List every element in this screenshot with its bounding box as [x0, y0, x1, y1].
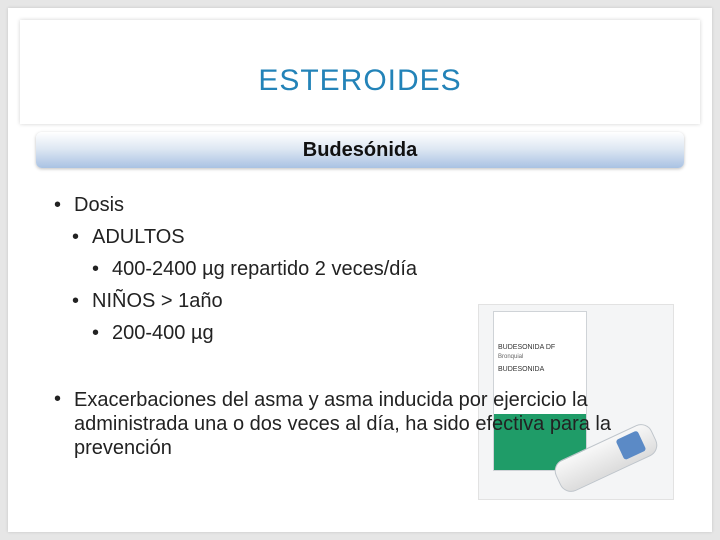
bullet-adultos	[72, 226, 185, 249]
bullet-text: Dosis	[74, 194, 125, 216]
bullet-exacerbaciones: Exacerbaciones del asma y asma inducida por ejercicio la administrada una o dos veces al día, ha sido efectiva para la prevención	[74, 389, 611, 459]
bullet-mark: •	[72, 226, 80, 248]
bullet-dosis	[54, 194, 124, 217]
content-area	[8, 8, 712, 532]
bullet-ninos	[72, 290, 223, 313]
bullet-mark: •	[92, 258, 100, 280]
bullet-exacerbaciones-mark-wrap	[54, 388, 74, 411]
bullet-text: 400-2400 µg repartido 2 veces/día	[112, 258, 418, 280]
slide-title: ESTEROIDES	[258, 64, 462, 97]
slide	[8, 8, 712, 532]
box-label: BUDESONIDA DF	[498, 344, 556, 351]
box-sublabel: Bronquial	[498, 354, 524, 360]
bullet-mark: •	[54, 388, 62, 410]
bullet-adult-dose	[92, 258, 417, 281]
bullet-mark: •	[92, 322, 100, 344]
bullet-mark: •	[72, 290, 80, 312]
bullet-text: NIÑOS > 1año	[92, 290, 223, 312]
bullet-text: 200-400 µg	[112, 322, 214, 344]
bullet-mark: •	[54, 194, 62, 216]
box-drug-name: BUDESONIDA	[498, 366, 545, 373]
bullet-text: ADULTOS	[92, 226, 185, 248]
subtitle-bar: Budesónida	[36, 132, 684, 168]
bullet-child-dose	[92, 322, 214, 345]
